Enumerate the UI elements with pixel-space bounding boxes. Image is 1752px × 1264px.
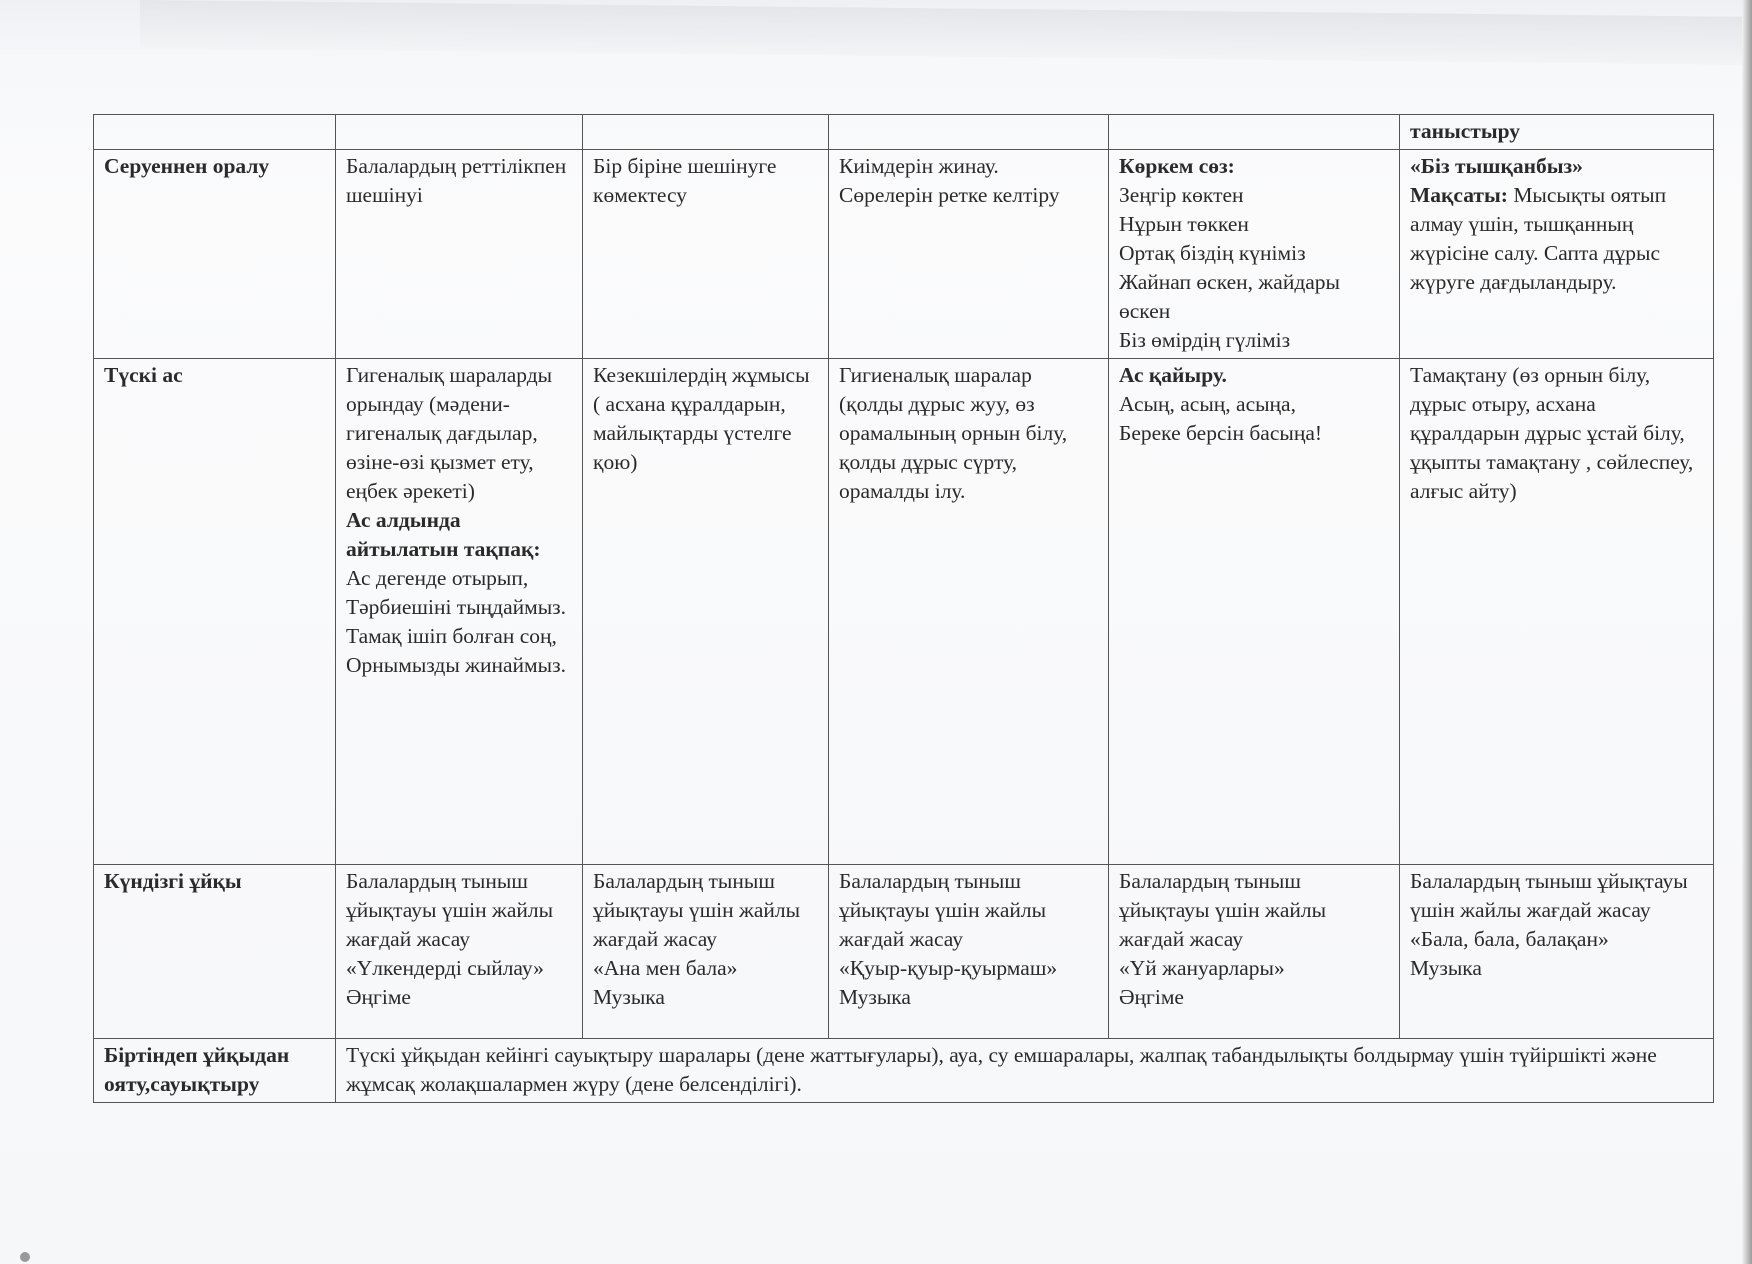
table-row-top [94, 115, 1714, 150]
daily-plan-table [93, 114, 1714, 1103]
cell-empty [94, 115, 336, 150]
scan-edge [1742, 0, 1752, 1264]
cell-heading: Ас қайыру. [1119, 363, 1227, 387]
scan-shadow [140, 0, 1752, 65]
cell-text: Балалардың тыныш ұйықтауы үшін жайлы жағдай жасау «Бала, бала, балақан» Музыка [1400, 865, 1714, 1039]
cell-empty [336, 115, 583, 150]
cell-text: Зеңгір көктен Нұрын төккен Ортақ біздің күніміз Жайнап өскен, жайдары өскен Біз өмірдің гүліміз [1119, 183, 1341, 352]
table-row-lunch [94, 359, 1714, 865]
cell-text: Бір біріне шешінуге көмектесу [583, 150, 829, 359]
cell-poem [1109, 150, 1400, 359]
cell-poem [1109, 359, 1400, 865]
cell-label-purpose: Мақсаты: [1410, 183, 1508, 207]
table-row-return-from-walk [94, 150, 1714, 359]
cell-lunch-hygiene [336, 359, 583, 865]
cell-text: Гигеналық шараларды орындау (мәдени-гигеналық дағдылар, өзіне-өзі қызмет ету, еңбек әрекеті) [346, 363, 553, 503]
cell-empty [583, 115, 829, 150]
cell-text: Мысықты оятып алмау үшін, тышқанның жүрісіне салу. Сапта дұрыс жүруге дағдыландыру. [1410, 183, 1667, 294]
table-row-nap [94, 865, 1714, 1039]
scan-mark [20, 1252, 30, 1262]
cell-text: Тамақтану (өз орнын білу, дұрыс отыру, асхана құралдарын дұрыс ұстай білу, ұқыпты тамақтану , сөйлеспеу, алғыс айту) [1400, 359, 1714, 865]
cell-text: Балалардың тыныш ұйықтауы үшін жайлы жағдай жасау «Ана мен бала» Музыка [583, 865, 829, 1039]
table-row-wake-up [94, 1039, 1714, 1103]
row-label: Күндізгі ұйқы [94, 865, 336, 1039]
cell-empty [829, 115, 1109, 150]
row-label: Түскі ас [94, 359, 336, 865]
cell-empty [1109, 115, 1400, 150]
cell-top-last: таныстыру [1400, 115, 1714, 150]
cell-text: Балалардың реттілікпен шешінуі [336, 150, 583, 359]
cell-heading: Көркем сөз: [1119, 154, 1235, 178]
row-label: Серуеннен оралу [94, 150, 336, 359]
cell-text: Кезекшілердің жұмысы ( асхана құралдарын, майлықтарды үстелге қою) [583, 359, 829, 865]
cell-text: Балалардың тыныш ұйықтауы үшін жайлы жағдай жасау «Қуыр-қуыр-қуырмаш» Музыка [829, 865, 1109, 1039]
cell-text: Балалардың тыныш ұйықтауы үшін жайлы жағдай жасау «Үй жануарлары» Әңгіме [1109, 865, 1400, 1039]
cell-text: Ас дегенде отырып, Тәрбиешіні тыңдаймыз. Тамақ ішіп болған соң, Орнымызды жинаймыз. [346, 566, 567, 677]
cell-merged: Түскі ұйқыдан кейінгі сауықтыру шаралары (дене жаттығулары), ауа, су емшаралары, жалпақ табандылықты болдырмау үшін түйіршікті және жұмсақ жолақшалармен жүру (дене белсенділігі). [336, 1039, 1714, 1103]
cell-text: Гигиеналық шаралар (қолды дұрыс жуу, өз орамалының орнын білу, қолды дұрыс сүрту, орамалды ілу. [829, 359, 1109, 865]
cell-text: Киімдерін жинау. Сөрелерін ретке келтіру [829, 150, 1109, 359]
cell-game [1400, 150, 1714, 359]
cell-heading: «Біз тышқанбыз» [1410, 154, 1583, 178]
row-label: Біртіндеп ұйқыдан ояту,сауықтыру [94, 1039, 336, 1103]
cell-heading: Ас алдында айтылатын тақпақ: [346, 508, 541, 561]
cell-text: Асың, асың, асыңа, Береке берсін басыңа! [1119, 392, 1323, 445]
cell-text: Балалардың тыныш ұйықтауы үшін жайлы жағдай жасау «Үлкендерді сыйлау» Әңгіме [336, 865, 583, 1039]
